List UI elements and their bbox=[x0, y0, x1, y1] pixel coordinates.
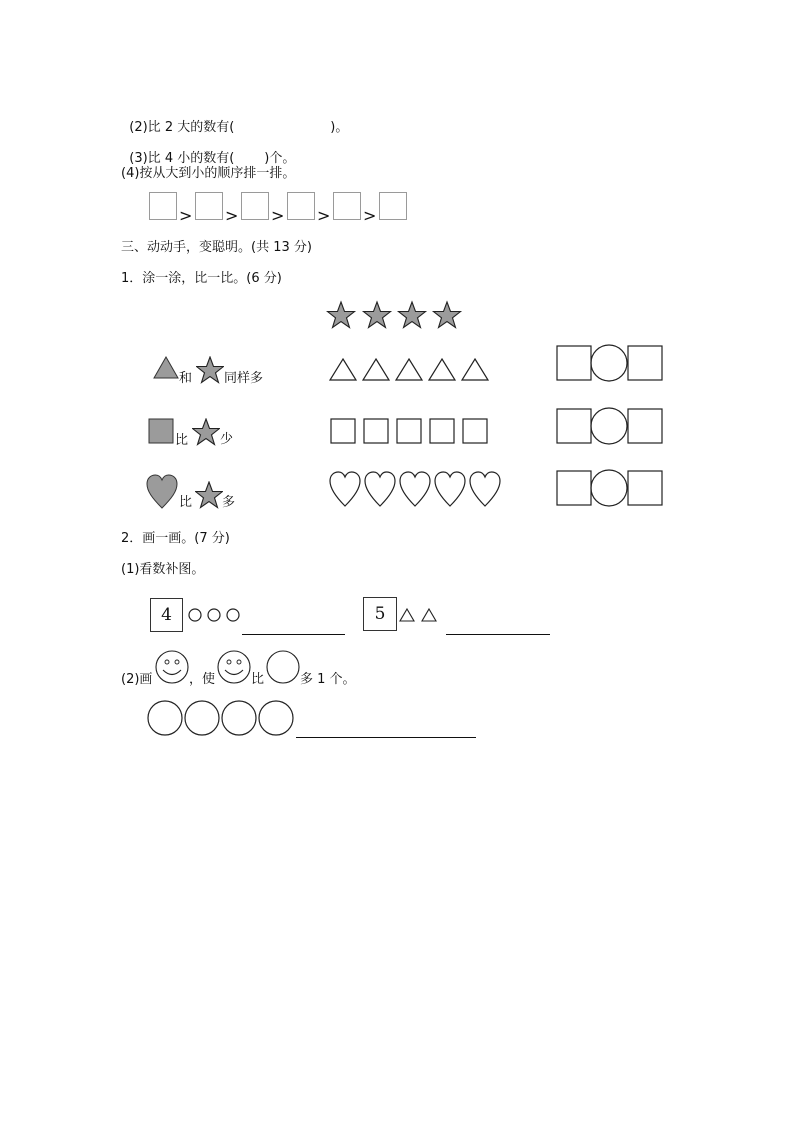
triangle-icon bbox=[400, 609, 414, 621]
smiley-icon bbox=[155, 650, 189, 684]
answer-box[interactable] bbox=[195, 192, 223, 220]
question-3-2-title: 2．画一画。(7 分) bbox=[121, 531, 230, 546]
heart-icon bbox=[435, 472, 465, 506]
square-icon bbox=[628, 471, 662, 505]
circle-icon bbox=[259, 701, 293, 735]
heart-row bbox=[329, 471, 505, 509]
square-icon bbox=[430, 419, 454, 443]
question-2-4: (4)按从大到小的顺序排一排。 bbox=[121, 166, 296, 181]
greater-than-sign: > bbox=[363, 206, 377, 225]
square-icon bbox=[628, 409, 662, 443]
heart-icon bbox=[146, 474, 178, 510]
square-icon bbox=[364, 419, 388, 443]
star-icon bbox=[195, 481, 223, 509]
square-icon bbox=[557, 471, 591, 505]
square-icon bbox=[628, 346, 662, 380]
triangle-icon bbox=[330, 359, 356, 380]
circle-row-large bbox=[147, 699, 297, 737]
answer-line[interactable] bbox=[446, 634, 550, 635]
heart-icon bbox=[400, 472, 430, 506]
circle-icon bbox=[266, 650, 300, 684]
ordering-row bbox=[149, 192, 409, 226]
answer-box[interactable] bbox=[333, 192, 361, 220]
square-icon bbox=[557, 346, 591, 380]
question-3-1-title: 1．涂一涂，比一比。(6 分) bbox=[121, 271, 282, 286]
greater-than-sign: > bbox=[271, 206, 285, 225]
triangle-icon bbox=[422, 609, 436, 621]
greater-than-sign: > bbox=[317, 206, 331, 225]
question-3-2-sub1: (1)看数补图。 bbox=[121, 562, 205, 577]
star-icon bbox=[196, 356, 224, 384]
row2-tail: 少 bbox=[220, 432, 234, 447]
circle-icon bbox=[208, 609, 220, 621]
circle-icon bbox=[591, 470, 627, 506]
triangle-icon bbox=[153, 356, 179, 380]
heart-icon bbox=[330, 472, 360, 506]
square-icon bbox=[148, 418, 174, 444]
q2-3-prefix: (3)比 4 小的数有( bbox=[129, 151, 235, 166]
sub2-mid1: ，使 bbox=[189, 672, 216, 687]
triangle-icon bbox=[429, 359, 455, 380]
circle-icon bbox=[222, 701, 256, 735]
q2-2-prefix: (2)比 2 大的数有( bbox=[129, 120, 235, 135]
greater-than-sign: > bbox=[179, 206, 193, 225]
answer-line[interactable] bbox=[242, 634, 345, 635]
compare-shapes-row2[interactable] bbox=[556, 407, 666, 447]
compare-shapes-row1[interactable] bbox=[556, 344, 666, 384]
star-icon bbox=[434, 302, 461, 328]
sub2-mid2: 比 bbox=[251, 672, 265, 687]
q2-3-suffix: )个。 bbox=[264, 151, 296, 166]
circle-icon bbox=[148, 701, 182, 735]
star-icon bbox=[328, 302, 355, 328]
answer-line[interactable] bbox=[296, 737, 476, 738]
square-icon bbox=[557, 409, 591, 443]
answer-box[interactable] bbox=[379, 192, 407, 220]
heart-icon bbox=[470, 472, 500, 506]
row2-connector: 比 bbox=[175, 433, 189, 448]
row1-connector: 和 bbox=[179, 371, 193, 386]
triangle-icon bbox=[396, 359, 422, 380]
greater-than-sign: > bbox=[225, 206, 239, 225]
circle-icon bbox=[185, 701, 219, 735]
square-row bbox=[330, 417, 490, 445]
star-icon bbox=[364, 302, 391, 328]
section-3-title: 三、动动手，变聪明。(共 13 分) bbox=[121, 240, 312, 255]
answer-box[interactable] bbox=[287, 192, 315, 220]
circle-icon bbox=[591, 408, 627, 444]
star-icon bbox=[399, 302, 426, 328]
triangle-small-row bbox=[399, 607, 441, 623]
number-box: 4 bbox=[150, 598, 183, 632]
answer-box[interactable] bbox=[149, 192, 177, 220]
row3-tail: 多 bbox=[222, 495, 236, 510]
square-icon bbox=[463, 419, 487, 443]
compare-shapes-row3[interactable] bbox=[556, 469, 666, 509]
star-icon bbox=[192, 418, 220, 446]
circle-icon bbox=[227, 609, 239, 621]
triangle-row bbox=[328, 357, 492, 383]
square-icon bbox=[397, 419, 421, 443]
heart-icon bbox=[365, 472, 395, 506]
circle-icon bbox=[591, 345, 627, 381]
smiley-icon bbox=[217, 650, 251, 684]
circle-icon bbox=[189, 609, 201, 621]
question-2-3 bbox=[121, 135, 295, 167]
number-box: 5 bbox=[363, 597, 397, 631]
answer-box[interactable] bbox=[241, 192, 269, 220]
q2-2-suffix: )。 bbox=[330, 120, 349, 135]
circle-row bbox=[187, 607, 243, 623]
sub2-prefix: (2)画 bbox=[121, 672, 153, 687]
row1-tail: 同样多 bbox=[224, 371, 264, 386]
question-2-2 bbox=[121, 104, 348, 136]
triangle-icon bbox=[462, 359, 488, 380]
square-icon bbox=[331, 419, 355, 443]
sub2-suffix: 多 1 个。 bbox=[300, 672, 356, 687]
star-row bbox=[326, 300, 466, 332]
triangle-icon bbox=[363, 359, 389, 380]
row3-connector: 比 bbox=[179, 495, 193, 510]
